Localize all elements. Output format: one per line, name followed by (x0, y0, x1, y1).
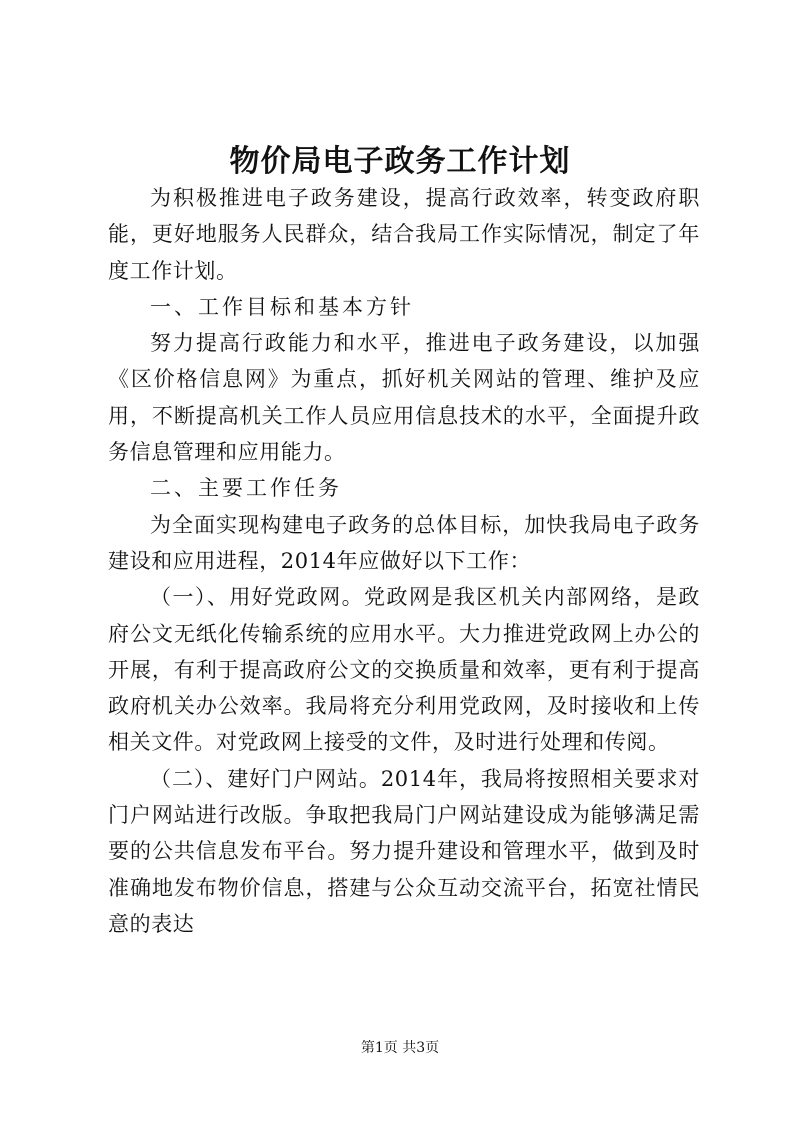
task-two-paragraph: （二）、建好门户网站。2014年，我局将按照相关要求对门户网站进行改版。争取把我局门户网站建设成为能够满足需要的公共信息发布平台。努力提升建设和管理水平，做到及时准确地发布物价信息，搭建与公众互动交流平台，拓宽社情民意的表达 (108, 766, 700, 936)
section-heading-tasks: 二、主要工作任务 (150, 476, 342, 501)
tasks-intro-paragraph: 为全面实现构建电子政务的总体目标，加快我局电子政务建设和应用进程，2014年应做好以下工作： (108, 512, 700, 573)
document-title: 物价局电子政务工作计划 (229, 144, 571, 179)
task-one-paragraph: （一）、用好党政网。党政网是我区机关内部网络，是政府公文无纸化传输系统的应用水平。大力推进党政网上办公的开展，有利于提高政府公文的交换质量和效率，更有利于提高政府机关办公效率。我局将充分利用党政网，及时接收和上传相关文件。对党政网上接受的文件，及时进行处理和传阅。 (108, 585, 700, 755)
section-heading-goals: 一、工作目标和基本方针 (150, 294, 414, 319)
intro-paragraph: 为积极推进电子政务建设，提高行政效率，转变政府职能，更好地服务人民群众，结合我局工作实际情况，制定了年度工作计划。 (108, 186, 700, 283)
document-body (108, 180, 700, 942)
goals-paragraph: 努力提高行政能力和水平，推进电子政务建设，以加强《区价格信息网》为重点，抓好机关网站的管理、维护及应用，不断提高机关工作人员应用信息技术的水平，全面提升政务信息管理和应用能力。 (108, 331, 700, 465)
page-number-footer: 第1页 共3页 (360, 1040, 440, 1056)
